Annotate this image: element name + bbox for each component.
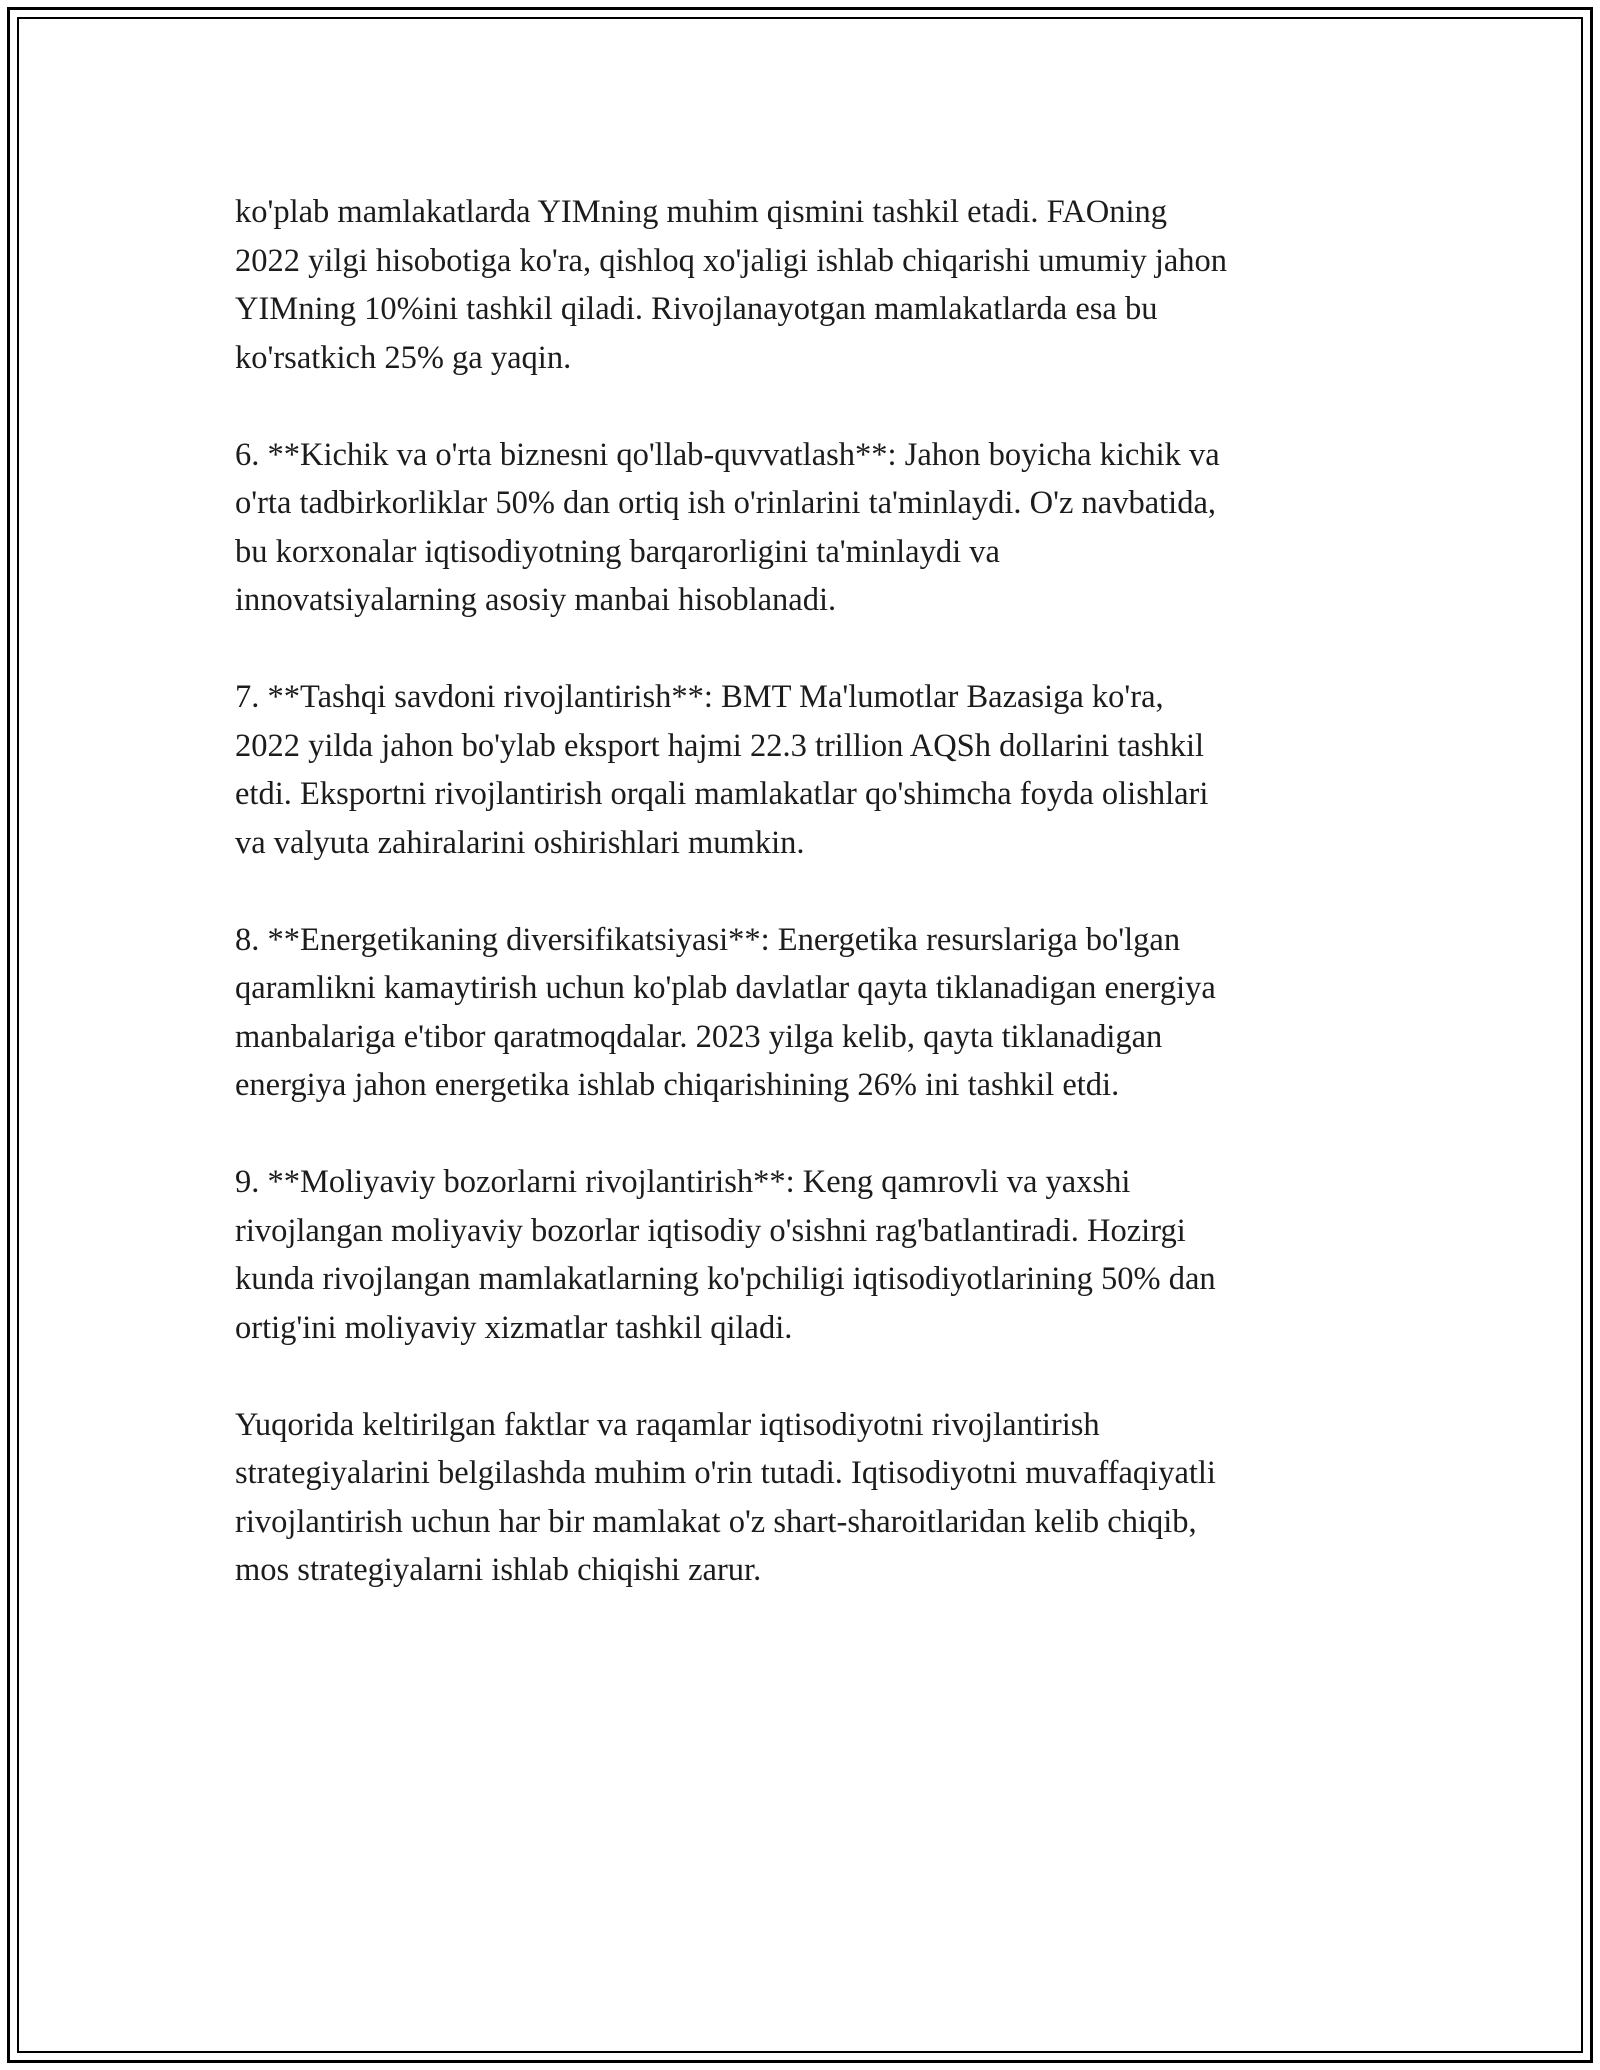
paragraph-small-business: 6. **Kichik va o'rta biznesni qo'llab-quvvatlash**: Jahon boyicha kichik va o'rta tadbirkorliklar 50% dan ortiq ish o'rinlarini ta'minlaydi. O'z navbatida, bu korxonalar iqtisodiyotning barqarorligini ta'minlaydi va innovatsiyalarning asosiy manbai hisoblanadi.	[235, 436, 1220, 618]
paragraph-foreign-trade: 7. **Tashqi savdoni rivojlantirish**: BMT Ma'lumotlar Bazasiga ko'ra, 2022 yilda jahon bo'ylab eksport hajmi 22.3 trillion AQSh dollarini tashkil etdi. Eksportni rivojlantirish orqali mamlakatlar qo'shimcha foyda olishlari va valyuta zahiralarini oshirishlari mumkin.	[235, 679, 1209, 861]
paragraph-conclusion: Yuqorida keltirilgan faktlar va raqamlar iqtisodiyotni rivojlantirish strategiyalarini belgilashda muhim o'rin tutadi. Iqtisodiyotni muvaffaqiyatli rivojlantirish uchun har bir mamlakat o'z shart-sharoitlaridan kelib chiqib, mos strategiyalarni ishlab chiqishi zarur.	[235, 1406, 1216, 1588]
document-body	[235, 188, 1415, 1643]
paragraph-agriculture-continued: ko'plab mamlakatlarda YIMning muhim qismini tashkil etadi. FAOning 2022 yilgi hisobotiga ko'ra, qishloq xo'jaligi ishlab chiqarishi umumiy jahon YIMning 10%ini tashkil qiladi. Rivojlanayotgan mamlakatlarda esa bu ko'rsatkich 25% ga yaqin.	[235, 194, 1228, 376]
paragraph-financial-markets: 9. **Moliyaviy bozorlarni rivojlantirish**: Keng qamrovli va yaxshi rivojlangan moliyaviy bozorlar iqtisodiy o'sishni rag'batlantiradi. Hozirgi kunda rivojlangan mamlakatlarning ko'pchiligi iqtisodiyotlarining 50% dan ortig'ini moliyaviy xizmatlar tashkil qiladi.	[235, 1164, 1216, 1346]
paragraph-energy-diversification: 8. **Energetikaning diversifikatsiyasi**: Energetika resurslariga bo'lgan qaramlikni kamaytirish uchun ko'plab davlatlar qayta tiklanadigan energiya manbalariga e'tibor qaratmoqdalar. 2023 yilga kelib, qayta tiklanadigan energiya jahon energetika ishlab chiqarishining 26% ini tashkil etdi.	[235, 921, 1216, 1103]
